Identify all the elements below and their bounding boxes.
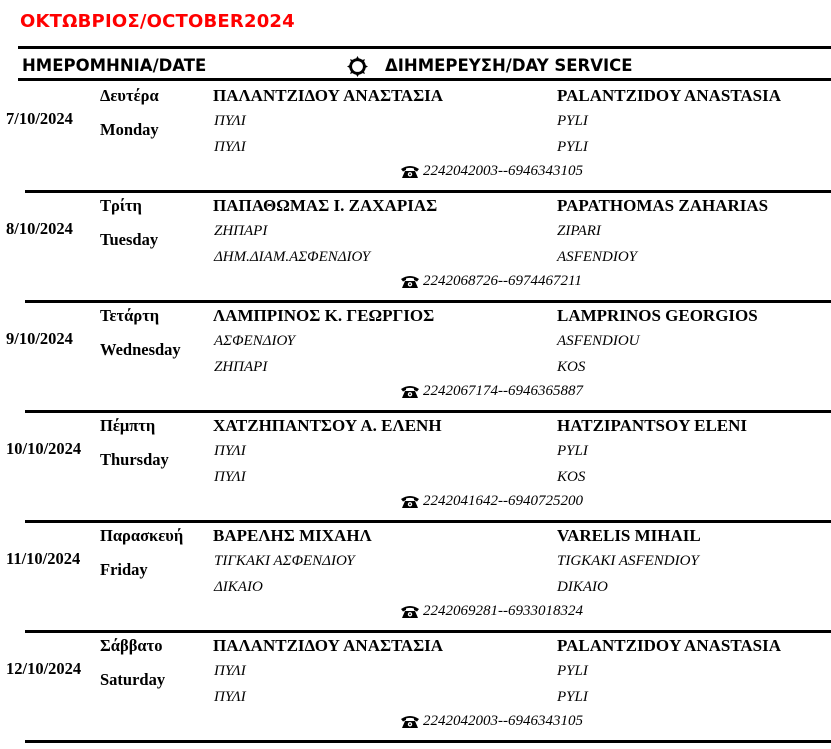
- entry-date: 9/10/2024: [6, 329, 73, 348]
- phone-numbers: 2242068726--6974467211: [423, 273, 582, 289]
- location-english-2: KOS: [557, 469, 586, 485]
- pharmacist-name-greek: ΠΑΛΑΝΤΖΙΔΟΥ ΑΝΑΣΤΑΣΙΑ: [213, 636, 444, 655]
- phone-line: [400, 713, 583, 730]
- telephone-icon: [400, 384, 420, 399]
- header-top-rule: [18, 46, 831, 49]
- location-english-2: DIKAIO: [557, 579, 608, 595]
- location-greek-1: ΠΥΛΙ: [214, 443, 246, 459]
- schedule-entry: [0, 196, 831, 306]
- page-title: ΟΚΤΩΒΡΙΟΣ/OCTOBER2024: [20, 11, 295, 32]
- entry-separator: [25, 410, 831, 413]
- phone-numbers: 2242067174--6946365887: [423, 383, 583, 399]
- location-english-1: TIGKAKI ASFENDIOY: [557, 553, 699, 569]
- entry-day-english: Saturday: [100, 670, 166, 689]
- pharmacist-name-english: PAPATHOMAS ZAHARIAS: [557, 196, 769, 215]
- phone-numbers: 2242069281--6933018324: [423, 603, 583, 619]
- phone-line: [400, 603, 583, 620]
- schedule-entry: [0, 86, 831, 196]
- phone-line: [400, 383, 583, 400]
- entry-date: 10/10/2024: [6, 439, 82, 458]
- location-english-1: ASFENDIOU: [557, 333, 640, 349]
- location-english-2: PYLI: [557, 139, 588, 155]
- location-english-1: PYLI: [557, 663, 588, 679]
- location-greek-1: ΠΥΛΙ: [214, 663, 246, 679]
- entry-date: 8/10/2024: [6, 219, 73, 238]
- schedule-entry: [0, 416, 831, 526]
- entry-day-greek: Δευτέρα: [100, 86, 159, 105]
- entry-day-english: Thursday: [100, 450, 169, 469]
- telephone-icon: [400, 714, 420, 729]
- entry-day-greek: Πέμπτη: [100, 416, 156, 435]
- entry-day-greek: Παρασκευή: [100, 526, 184, 545]
- pharmacist-name-greek: ΠΑΠΑΘΩΜΑΣ Ι. ΖΑΧΑΡΙΑΣ: [213, 196, 438, 215]
- location-english-1: ZIPARI: [557, 223, 601, 239]
- pharmacist-name-english: LAMPRINOS GEORGIOS: [557, 306, 758, 325]
- location-english-1: PYLI: [557, 113, 588, 129]
- entry-date: 7/10/2024: [6, 109, 73, 128]
- header-bottom-rule: [18, 78, 831, 81]
- schedule-entry: [0, 636, 831, 746]
- location-greek-2: ΠΥΛΙ: [214, 469, 246, 485]
- entry-day-greek: Σάββατο: [100, 636, 163, 655]
- telephone-icon: [400, 274, 420, 289]
- telephone-icon: [400, 164, 420, 179]
- phone-numbers: 2242041642--6940725200: [423, 493, 583, 509]
- pharmacist-name-greek: ΒΑΡΕΛΗΣ ΜΙΧΑΗΛ: [213, 526, 372, 545]
- phone-numbers: 2242042003--6946343105: [423, 163, 583, 179]
- phone-line: [400, 163, 583, 180]
- telephone-icon: [400, 494, 420, 509]
- location-english-2: KOS: [557, 359, 586, 375]
- location-english-2: ASFENDIOY: [557, 249, 637, 265]
- pharmacist-name-english: HATZIPANTSOY ELENI: [557, 416, 748, 435]
- schedule-entry: [0, 306, 831, 416]
- date-column-header: ΗΜΕΡΟΜΗΝΙΑ/DATE: [22, 56, 207, 75]
- pharmacist-name-english: PALANTZIDOY ANASTASIA: [557, 86, 782, 105]
- telephone-icon: [400, 604, 420, 619]
- entry-day-english: Tuesday: [100, 230, 159, 249]
- location-greek-2: ΖΗΠΑΡΙ: [214, 359, 268, 375]
- pharmacist-name-greek: ΠΑΛΑΝΤΖΙΔΟΥ ΑΝΑΣΤΑΣΙΑ: [213, 86, 444, 105]
- location-greek-2: ΠΥΛΙ: [214, 689, 246, 705]
- entry-separator: [25, 300, 831, 303]
- phone-line: [400, 273, 582, 290]
- entry-separator: [25, 740, 831, 743]
- location-greek-1: ΖΗΠΑΡΙ: [214, 223, 268, 239]
- location-english-1: PYLI: [557, 443, 588, 459]
- entry-day-english: Monday: [100, 120, 159, 139]
- entry-day-english: Friday: [100, 560, 148, 579]
- schedule-entry: [0, 526, 831, 636]
- pharmacist-name-english: PALANTZIDOY ANASTASIA: [557, 636, 782, 655]
- phone-line: [400, 493, 583, 510]
- pharmacist-name-greek: ΧΑΤΖΗΠΑΝΤΣΟΥ Α. ΕΛΕΝΗ: [213, 416, 442, 435]
- phone-numbers: 2242042003--6946343105: [423, 713, 583, 729]
- pharmacist-name-english: VARELIS MIHAIL: [557, 526, 701, 545]
- location-greek-1: ΤΙΓΚΑΚΙ ΑΣΦΕΝΔΙΟΥ: [214, 553, 355, 569]
- location-greek-2: ΔΙΚΑΙΟ: [214, 579, 263, 595]
- entry-date: 12/10/2024: [6, 659, 82, 678]
- pharmacist-name-greek: ΛΑΜΠΡΙΝΟΣ Κ. ΓΕΩΡΓΙΟΣ: [213, 306, 435, 325]
- entry-day-greek: Τετάρτη: [100, 306, 160, 325]
- location-greek-2: ΠΥΛΙ: [214, 139, 246, 155]
- service-column-header: ΔΙΗΜΕΡΕΥΣΗ/DAY SERVICE: [385, 56, 633, 75]
- entry-day-english: Wednesday: [100, 340, 181, 359]
- location-english-2: PYLI: [557, 689, 588, 705]
- sun-icon: [347, 56, 368, 77]
- location-greek-2: ΔΗΜ.ΔΙΑΜ.ΑΣΦΕΝΔΙΟΥ: [214, 249, 371, 265]
- entry-date: 11/10/2024: [6, 549, 81, 568]
- location-greek-1: ΑΣΦΕΝΔΙΟΥ: [214, 333, 296, 349]
- entry-separator: [25, 520, 831, 523]
- entry-separator: [25, 190, 831, 193]
- entry-day-greek: Τρίτη: [100, 196, 142, 215]
- entry-separator: [25, 630, 831, 633]
- location-greek-1: ΠΥΛΙ: [214, 113, 246, 129]
